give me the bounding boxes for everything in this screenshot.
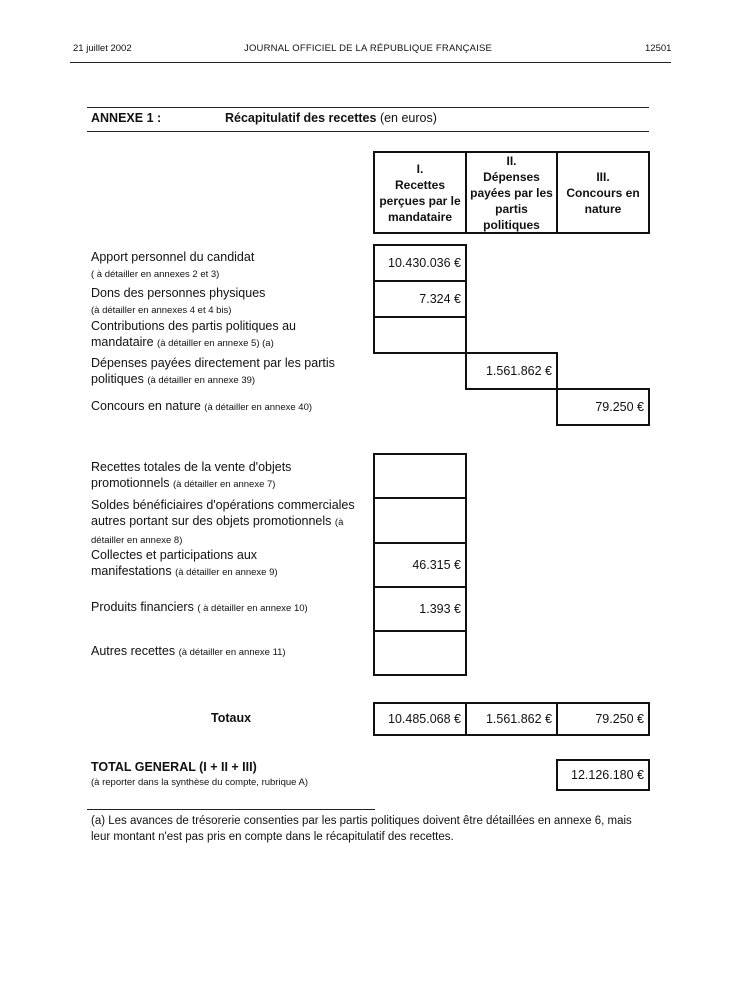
value-depenses-partis: 1.561.862 € [465,352,558,390]
row-label-dons: Dons des personnes physiques (à détailler en annexes 4 et 4 bis) [91,286,266,316]
annex-label: ANNEXE 1 : [91,111,162,125]
row-label-soldes-beneficiaires: Soldes bénéficiaires d'opérations commerciales autres portant sur des objets promotionnels (à détailler en annexe 8) [91,498,355,546]
row-label-depenses-partis: Dépenses payées directement par les partis politiques (à détailler en annexe 39) [91,356,335,386]
column-1-number: I. [416,161,424,176]
annex-title-main: Récapitulatif des recettes [225,111,377,125]
annex-bottom-rule [87,131,649,132]
column-header-3 [556,151,650,234]
totals-label: Totaux [211,711,252,725]
column-3-number: III. [596,169,610,184]
grand-total-label: TOTAL GENERAL (I + II + III) [91,760,257,774]
column-2-number: II. [506,153,517,168]
total-column-1: 10.485.068 € [373,702,467,736]
annex-title-unit: (en euros) [379,111,437,125]
value-autres-recettes [373,630,467,676]
grand-total-detail: (à reporter dans la synthèse du compte, rubrique A) [91,777,309,788]
header-page-number: 12501 [645,43,672,54]
annex-top-rule [87,107,649,108]
value-soldes-beneficiaires [373,497,467,544]
value-dons: 7.324 € [373,280,467,318]
column-3-text: Concours en nature [566,185,640,216]
value-produits-financiers: 1.393 € [373,586,467,632]
column-header-1 [373,151,467,234]
total-column-2: 1.561.862 € [465,702,558,736]
annex-title [225,111,437,125]
value-collectes: 46.315 € [373,542,467,588]
row-label-concours-nature: Concours en nature (à détailler en annexe 40) [91,399,313,413]
value-concours-nature: 79.250 € [556,388,650,426]
row-label-contributions: Contributions des partis politiques au mandataire (à détailler en annexe 5) (a) [91,319,296,349]
header-journal-title: JOURNAL OFFICIEL DE LA RÉPUBLIQUE FRANÇAISE [244,43,493,54]
value-vente-objets [373,453,467,499]
row-label-collectes: Collectes et participations aux manifestations (à détailler en annexe 9) [91,548,278,578]
row-label-vente-objets: Recettes totales de la vente d'objets promotionnels (à détailler en annexe 7) [91,460,292,490]
column-1-text: Recettes perçues par le mandataire [379,177,461,224]
row-label-apport-personnel: Apport personnel du candidat ( à détailler en annexes 2 et 3) [91,250,255,280]
column-header-2 [465,151,558,234]
row-label-produits-financiers: Produits financiers ( à détailler en annexe 10) [91,600,308,614]
value-apport-personnel: 10.430.036 € [373,244,467,282]
row-label-autres-recettes: Autres recettes (à détailler en annexe 11) [91,644,286,658]
footnote: (a) Les avances de trésorerie consenties par les partis politiques doivent être détaillées en annexe 6, mais leur montant n'est pas pris en compte dans le récapitulatif des recettes. [91,815,632,843]
footnote-rule [87,809,375,810]
column-2-text: Dépenses payées par les partis politiques [470,169,553,232]
total-column-3: 79.250 € [556,702,650,736]
header-date: 21 juillet 2002 [73,43,132,54]
grand-total-value: 12.126.180 € [556,759,650,791]
header-rule [70,62,671,63]
value-contributions [373,316,467,354]
